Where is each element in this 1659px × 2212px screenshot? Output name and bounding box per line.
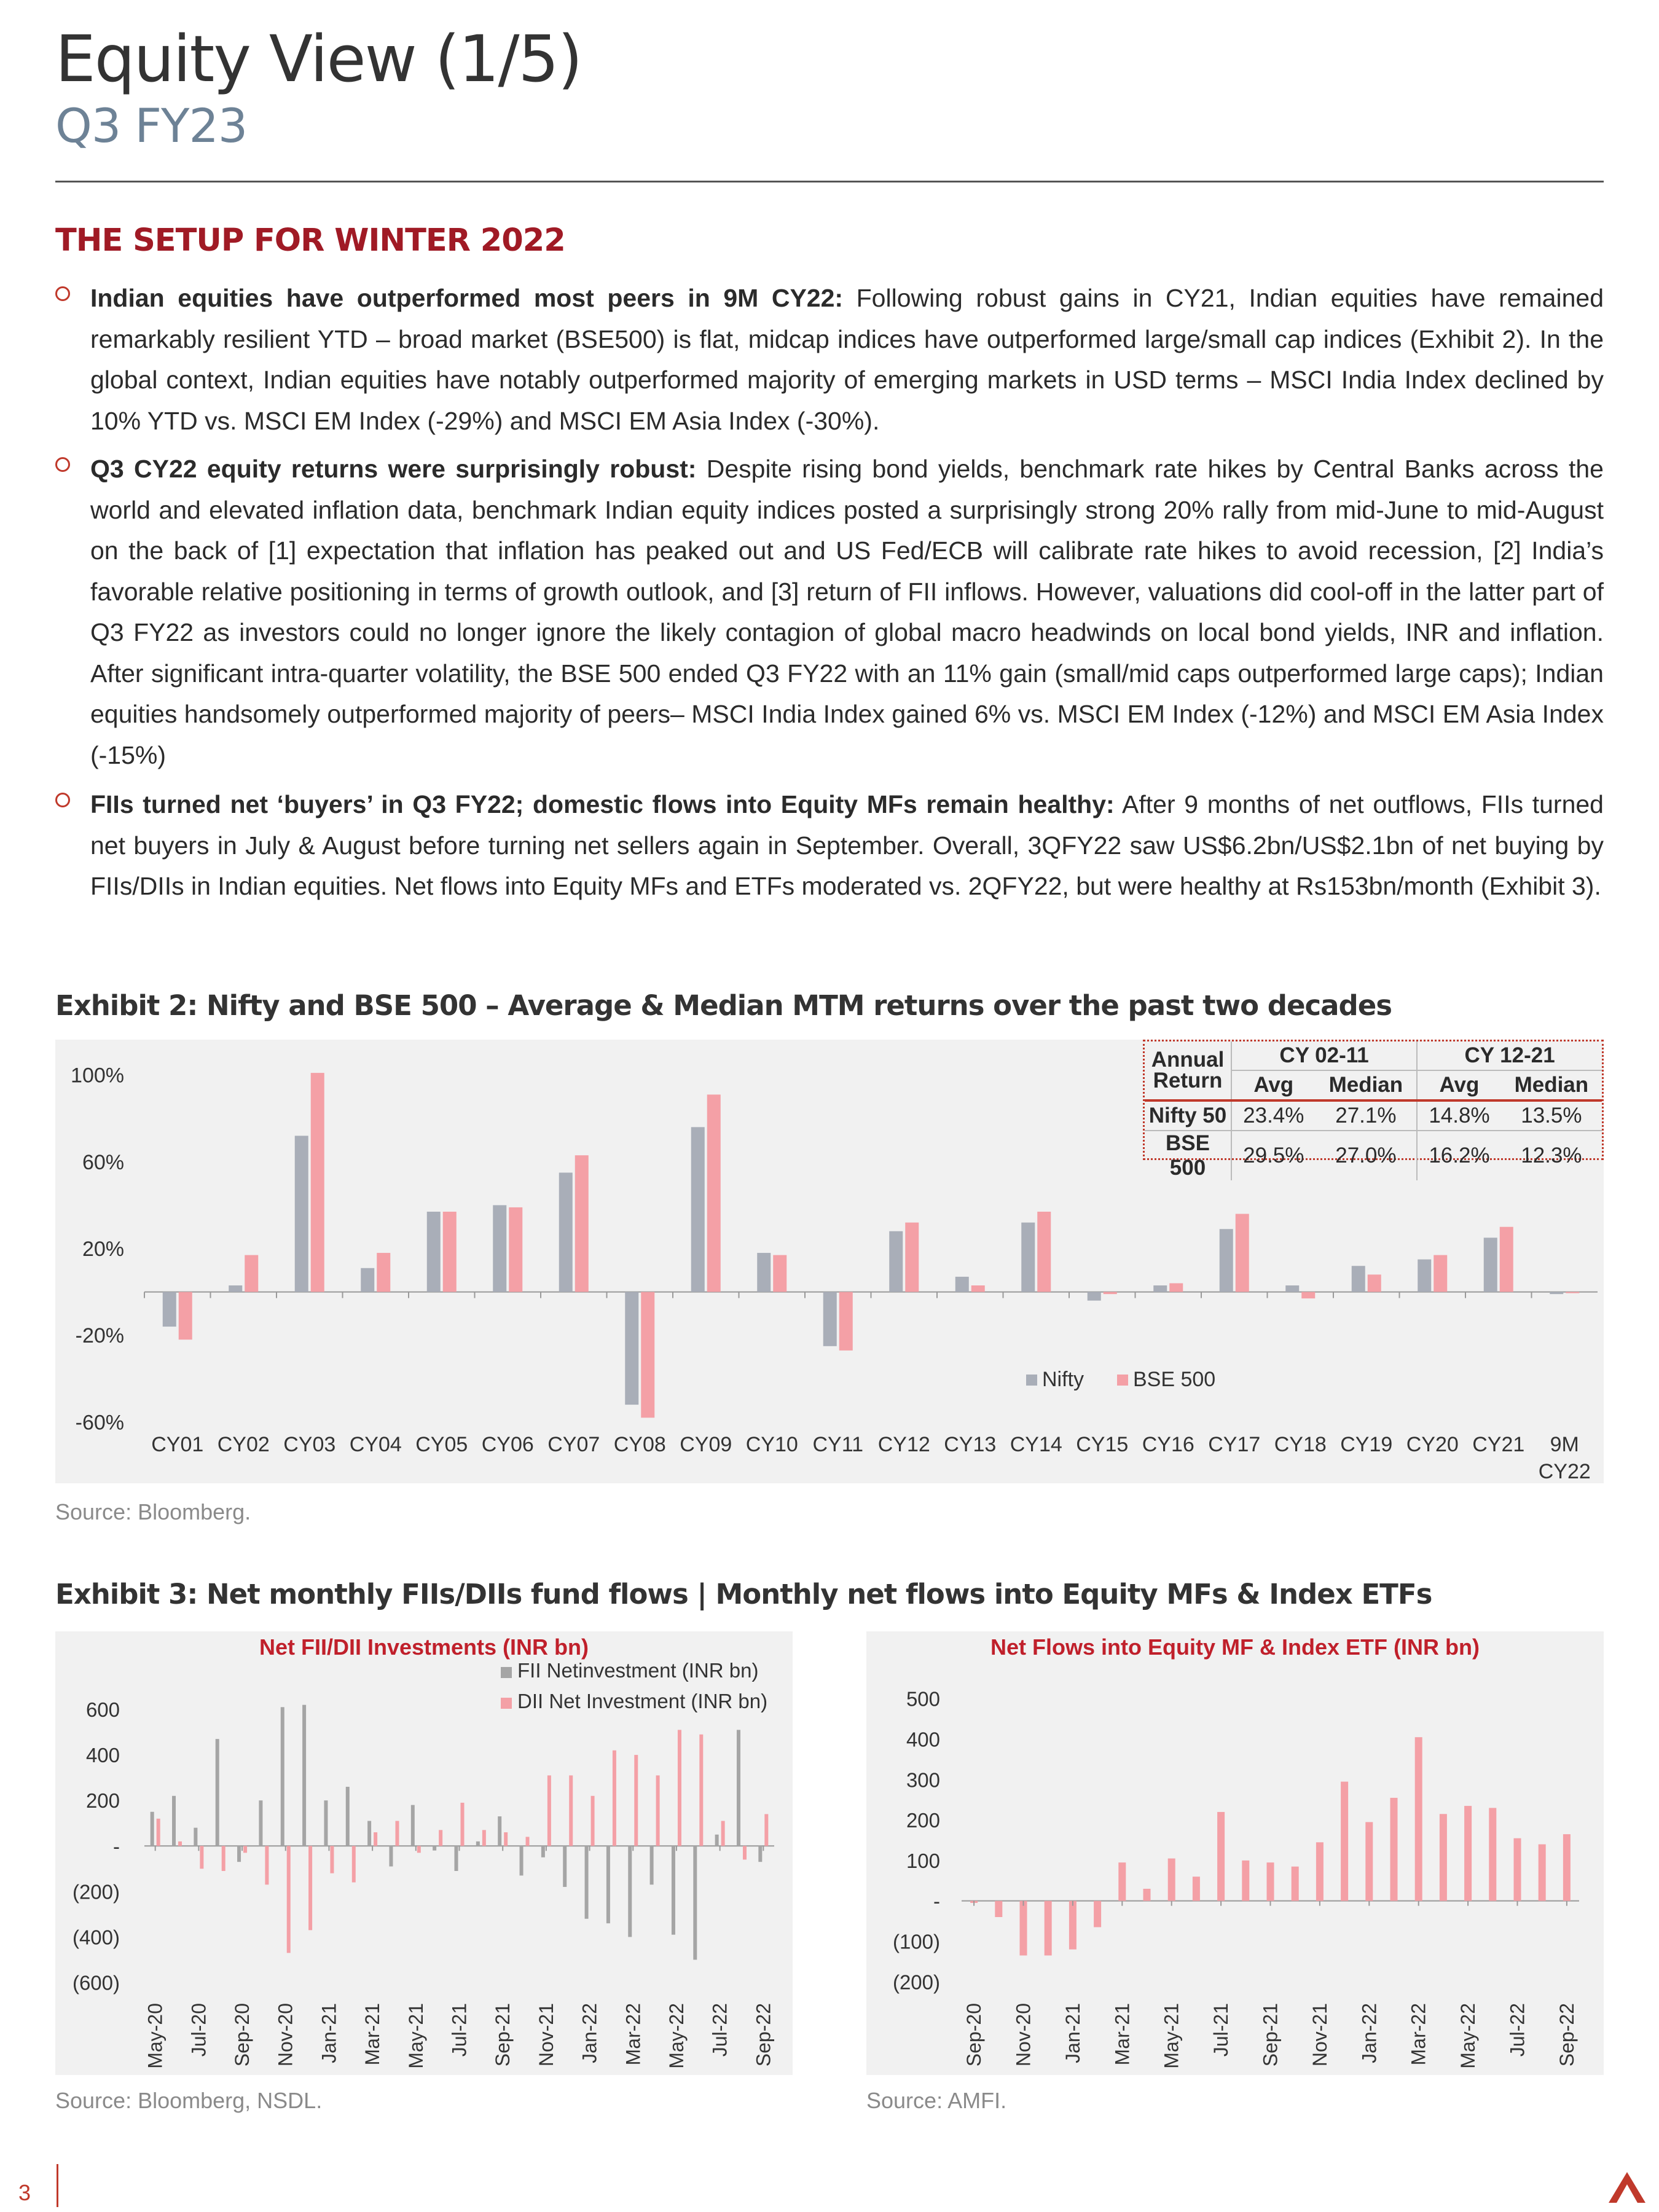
table-cell: 27.1%	[1316, 1100, 1418, 1131]
bar-nifty	[757, 1253, 771, 1292]
page-number-bar	[57, 2164, 58, 2207]
bullet-3	[55, 784, 1604, 907]
legend-label: BSE 500	[1133, 1368, 1216, 1391]
y-tick-label: (200)	[892, 1971, 940, 1994]
x-tick-label: Mar-21	[361, 2003, 384, 2066]
bar-bse-500	[245, 1255, 258, 1292]
bar-bse-500	[1037, 1212, 1051, 1292]
table-cell: 23.4%	[1243, 1104, 1304, 1128]
x-tick-label: Nov-20	[1012, 2003, 1035, 2067]
bar-dii	[308, 1846, 312, 1930]
bar-nifty	[1352, 1266, 1365, 1292]
bar-fii	[324, 1800, 327, 1846]
bar-dii	[243, 1846, 247, 1853]
bar-net-flow	[1440, 1814, 1447, 1900]
exhibit-3-source-right: Source: AMFI.	[866, 2088, 1007, 2113]
x-tick-label: CY04	[349, 1433, 402, 1456]
bar-fii	[259, 1800, 262, 1846]
bar-fii	[563, 1846, 567, 1887]
x-tick-label: May-22	[665, 2003, 688, 2069]
bar-dii	[439, 1830, 442, 1846]
bar-nifty	[361, 1268, 374, 1292]
page-subtitle: Q3 FY23	[55, 98, 248, 153]
table-subhead: Avg	[1253, 1073, 1294, 1097]
x-tick-label: CY16	[1142, 1433, 1194, 1456]
bar-dii	[330, 1846, 334, 1873]
bar-fii	[498, 1816, 501, 1846]
x-tick-label: May-21	[1160, 2003, 1183, 2069]
bar-bse-500	[1301, 1292, 1315, 1299]
bar-dii	[569, 1775, 573, 1846]
table-corner-line-1: Annual	[1151, 1048, 1225, 1072]
bar-dii	[764, 1814, 768, 1846]
y-tick-label: (200)	[72, 1880, 120, 1904]
x-tick-label: Jul-22	[708, 2003, 731, 2057]
bar-dii	[352, 1846, 356, 1882]
x-tick-label: CY03	[283, 1433, 336, 1456]
bar-bse-500	[707, 1094, 721, 1292]
bar-net-flow	[1118, 1862, 1126, 1901]
table-subhead: Median	[1514, 1073, 1589, 1097]
y-tick-label: 100	[906, 1849, 940, 1872]
bar-fii	[476, 1841, 480, 1846]
bar-fii	[302, 1705, 306, 1846]
x-tick-label: CY22	[1538, 1460, 1591, 1483]
bar-dii	[222, 1846, 226, 1871]
legend-label: Nifty	[1042, 1368, 1084, 1391]
y-tick-label: (600)	[72, 1971, 120, 1994]
bar-fii	[389, 1846, 393, 1866]
bar-bse-500	[179, 1292, 192, 1340]
returns-table	[1143, 1040, 1604, 1180]
bar-fii	[520, 1846, 524, 1875]
bar-fii	[455, 1846, 458, 1871]
bullet-3-lead: FIIs turned net ‘buyers’ in Q3 FY22; domestic flows into Equity MFs remain healthy:	[90, 790, 1115, 818]
legend-label: FII Netinvestment (INR bn)	[517, 1659, 759, 1682]
bar-nifty	[229, 1285, 242, 1292]
chart-title: Net Flows into Equity MF & Index ETF (INR bn)	[990, 1634, 1480, 1660]
table-subhead: Median	[1316, 1070, 1418, 1100]
bar-net-flow	[1193, 1877, 1200, 1900]
table-row	[1145, 1131, 1602, 1180]
x-tick-label: Mar-22	[622, 2003, 645, 2066]
bar-fii	[172, 1796, 176, 1846]
x-tick-label: Jan-21	[1061, 2003, 1084, 2063]
table-corner	[1145, 1041, 1231, 1100]
x-tick-label: 9M	[1550, 1433, 1579, 1456]
legend-swatch	[501, 1667, 512, 1678]
bar-bse-500	[1433, 1255, 1447, 1292]
table-row-label: BSE 500	[1145, 1131, 1231, 1180]
bar-dii	[613, 1751, 616, 1846]
x-tick-label: CY20	[1406, 1433, 1459, 1456]
bar-net-flow	[1514, 1838, 1521, 1901]
y-tick-label: 200	[906, 1809, 940, 1832]
x-tick-label: CY17	[1208, 1433, 1261, 1456]
fii-dii-panel	[55, 1631, 793, 2075]
table-subhead: Avg	[1439, 1073, 1480, 1097]
bar-net-flow	[1217, 1812, 1225, 1901]
bar-dii	[634, 1755, 638, 1846]
bar-net-flow	[1292, 1867, 1299, 1901]
bar-dii	[526, 1837, 530, 1846]
table-cell: 27.0%	[1316, 1131, 1418, 1180]
x-tick-label: CY01	[151, 1433, 204, 1456]
y-tick-label: -	[933, 1889, 940, 1913]
bar-bse-500	[1169, 1283, 1183, 1292]
bar-dii	[287, 1846, 291, 1953]
exhibit-2-title: Exhibit 2: Nifty and BSE 500 – Average & Median MTM returns over the past two decades	[55, 989, 1392, 1022]
bar-net-flow	[1316, 1842, 1324, 1900]
page-title: Equity View (1/5)	[55, 22, 582, 96]
table-row	[1145, 1100, 1602, 1131]
x-tick-label: CY02	[217, 1433, 270, 1456]
bar-fii	[628, 1846, 632, 1937]
mf-flows-chart	[866, 1631, 1604, 2075]
bar-nifty	[1088, 1292, 1101, 1301]
bar-net-flow	[1094, 1901, 1101, 1928]
bar-nifty	[295, 1135, 308, 1292]
bar-net-flow	[1267, 1862, 1274, 1901]
bar-dii	[482, 1830, 486, 1846]
bar-dii	[157, 1819, 160, 1846]
y-tick-label: -20%	[75, 1324, 124, 1348]
bullet-2-body: Despite rising bond yields, benchmark rate hikes by Central Banks across the world and elevated inflation data, benchmark Indian equity indices posted a surprisingly strong 20% rally from mid-June to mid-August on the back of [1] expectation that inflation has peaked out and US Fed/ECB will calibrate rate hikes to avoid recession, [2] India’s favorable relative positioning in terms of growth outlook, and [3] return of FII inflows. However, valuations did cool-off in the latter part of Q3 FY22 as investors could no longer ignore the likely contagion of global macro headwinds on local bond yields, INR and inflation. After significant intra-quarter volatility, the BSE 500 ended Q3 FY22 with an 11% gain (small/mid caps outperformed large caps); Indian equities handsomely outperformed majority of peers– MSCI India Index gained 6% vs. MSCI EM Index (-12%) and MSCI EM Asia Index (-15%)	[90, 455, 1604, 769]
bar-net-flow	[1341, 1782, 1348, 1901]
bullet-2	[55, 449, 1604, 775]
y-tick-label: 600	[85, 1698, 120, 1722]
bar-dii	[395, 1821, 399, 1846]
bullet-circle-icon	[55, 286, 70, 301]
y-tick-label: 400	[85, 1744, 120, 1767]
bar-net-flow	[1045, 1901, 1052, 1956]
table-group-2: CY 12-21	[1417, 1041, 1602, 1070]
table-cell: 12.3%	[1521, 1143, 1582, 1167]
bullet-1-body: Following robust gains in CY21, Indian equities have remained remarkably resilient YTD – broad market (BSE500) is flat, midcap indices have outperformed large/small cap indices (Exhibit 2). In the global context, Indian equities have notably outperformed majority of emerging markets in USD terms – MSCI India Index declined by 10% YTD vs. MSCI EM Index (-29%) and MSCI EM Asia Index (-30%).	[90, 284, 1604, 435]
bar-bse-500	[839, 1292, 853, 1351]
x-tick-label: CY09	[680, 1433, 732, 1456]
bar-net-flow	[1365, 1822, 1373, 1900]
bar-bse-500	[311, 1073, 324, 1292]
bar-fii	[194, 1828, 197, 1846]
table-cell: 29.5%	[1243, 1143, 1304, 1167]
y-tick-label: 200	[85, 1789, 120, 1813]
x-tick-label: Mar-22	[1407, 2003, 1430, 2066]
x-tick-label: CY11	[812, 1433, 864, 1456]
x-tick-label: Sep-20	[231, 2003, 254, 2067]
table-cell: 14.8%	[1429, 1104, 1490, 1128]
bar-bse-500	[1500, 1227, 1513, 1292]
legend-swatch	[501, 1698, 512, 1709]
bar-fii	[715, 1835, 719, 1846]
x-tick-label: Sep-20	[963, 2003, 986, 2067]
bar-nifty	[493, 1205, 506, 1292]
bar-fii	[151, 1812, 154, 1846]
x-tick-label: Nov-21	[1308, 2003, 1331, 2067]
chart-title: Net FII/DII Investments (INR bn)	[259, 1634, 589, 1660]
bar-net-flow	[1143, 1889, 1151, 1901]
y-tick-label: (100)	[892, 1930, 940, 1953]
x-tick-label: Sep-22	[1555, 2003, 1578, 2067]
bar-fii	[411, 1805, 415, 1846]
bar-dii	[178, 1841, 182, 1846]
bar-net-flow	[1069, 1901, 1077, 1950]
header-divider	[55, 181, 1604, 182]
bar-net-flow	[1415, 1737, 1422, 1900]
bar-fii	[606, 1846, 610, 1923]
bar-fii	[650, 1846, 654, 1885]
x-tick-label: CY14	[1010, 1433, 1062, 1456]
x-tick-label: May-21	[404, 2003, 427, 2069]
x-tick-label: CY07	[547, 1433, 600, 1456]
y-tick-label: 60%	[82, 1150, 124, 1174]
bar-bse-500	[509, 1207, 522, 1292]
x-tick-label: Jul-21	[448, 2003, 471, 2057]
bar-dii	[200, 1846, 203, 1869]
fii-dii-chart	[55, 1631, 793, 2075]
y-tick-label: 300	[906, 1768, 940, 1792]
bar-bse-500	[1236, 1214, 1249, 1292]
bar-net-flow	[1242, 1861, 1249, 1901]
bullet-circle-icon	[55, 457, 70, 472]
y-tick-label: 100%	[71, 1064, 124, 1088]
bar-net-flow	[1489, 1808, 1496, 1900]
bar-nifty	[1153, 1285, 1167, 1292]
bar-fii	[346, 1787, 350, 1846]
bar-dii	[504, 1832, 508, 1846]
x-tick-label: CY08	[613, 1433, 666, 1456]
bar-nifty	[1285, 1285, 1299, 1292]
x-tick-label: Nov-21	[535, 2003, 557, 2067]
x-tick-label: CY06	[481, 1433, 534, 1456]
bullet-2-lead: Q3 CY22 equity returns were surprisingly robust:	[90, 455, 697, 483]
x-tick-label: CY13	[944, 1433, 997, 1456]
x-tick-label: Jan-21	[318, 2003, 340, 2063]
bar-nifty	[823, 1292, 837, 1346]
x-tick-label: May-20	[144, 2003, 167, 2069]
bar-nifty	[1418, 1260, 1431, 1292]
bar-fii	[541, 1846, 545, 1857]
bar-nifty	[559, 1172, 573, 1292]
x-tick-label: CY15	[1076, 1433, 1129, 1456]
bar-bse-500	[641, 1292, 654, 1418]
bar-fii	[693, 1846, 697, 1959]
bar-nifty	[1021, 1223, 1035, 1292]
bar-bse-500	[1368, 1274, 1381, 1292]
bar-fii	[237, 1846, 241, 1862]
x-tick-label: Jan-22	[1358, 2003, 1381, 2063]
x-tick-label: Mar-21	[1111, 2003, 1134, 2066]
bar-bse-500	[443, 1212, 457, 1292]
x-tick-label: Sep-21	[492, 2003, 514, 2067]
exhibit-3-title: Exhibit 3: Net monthly FIIs/DIIs fund flows | Monthly net flows into Equity MFs & Index ETFs	[55, 1578, 1432, 1610]
bullet-3-body: After 9 months of net outflows, FIIs turned net buyers in July & August before turning net sellers again in September. Overall, 3QFY22 saw US$6.2bn/US$2.1bn of net buying by FIIs/DIIs in Indian equities. Net flows into Equity MFs and ETFs moderated vs. 2QFY22, but were healthy at Rs153bn/month (Exhibit 3).	[90, 790, 1604, 900]
bar-net-flow	[1563, 1834, 1571, 1901]
bullet-1-lead: Indian equities have outperformed most peers in 9M CY22:	[90, 284, 844, 312]
bar-nifty	[1550, 1292, 1563, 1295]
table-group-1: CY 02-11	[1231, 1041, 1417, 1070]
x-tick-label: CY10	[745, 1433, 798, 1456]
x-tick-label: Jan-22	[578, 2003, 601, 2063]
exhibit-2-source: Source: Bloomberg.	[55, 1499, 251, 1524]
x-tick-label: CY21	[1472, 1433, 1525, 1456]
x-tick-label: Sep-21	[1259, 2003, 1282, 2067]
table-row-label: Nifty 50	[1145, 1100, 1231, 1131]
x-tick-label: Jul-20	[187, 2003, 210, 2057]
x-tick-label: Nov-20	[274, 2003, 297, 2067]
y-tick-label: 20%	[82, 1237, 124, 1261]
y-tick-label: -60%	[75, 1411, 124, 1435]
y-tick-label: 400	[906, 1728, 940, 1751]
bar-bse-500	[377, 1253, 390, 1292]
y-tick-label: 500	[906, 1687, 940, 1711]
bar-nifty	[691, 1127, 705, 1292]
bar-fii	[433, 1846, 436, 1850]
x-tick-label: CY12	[877, 1433, 930, 1456]
legend-swatch	[1026, 1375, 1037, 1386]
bar-dii	[265, 1846, 269, 1885]
bar-net-flow	[1390, 1798, 1398, 1901]
bar-fii	[672, 1846, 675, 1934]
bar-dii	[678, 1730, 681, 1846]
legend-label: DII Net Investment (INR bn)	[517, 1690, 768, 1712]
bar-dii	[699, 1735, 703, 1846]
x-tick-label: Sep-22	[752, 2003, 775, 2067]
bar-nifty	[427, 1212, 441, 1292]
y-tick-label: -	[113, 1835, 120, 1858]
bar-fii	[737, 1730, 740, 1846]
bar-bse-500	[905, 1223, 919, 1292]
bar-dii	[461, 1803, 465, 1846]
bar-bse-500	[773, 1255, 786, 1292]
bar-dii	[721, 1821, 725, 1846]
bullet-1	[55, 278, 1604, 441]
bar-net-flow	[995, 1901, 1002, 1917]
bar-nifty	[955, 1277, 969, 1292]
table-cell: 16.2%	[1429, 1143, 1490, 1167]
y-tick-label: (400)	[72, 1926, 120, 1949]
x-tick-label: Jul-22	[1506, 2003, 1529, 2057]
mf-flows-panel	[866, 1631, 1604, 2075]
bar-fii	[367, 1821, 371, 1846]
exhibit-3-source-left: Source: Bloomberg, NSDL.	[55, 2088, 323, 2113]
bar-net-flow	[1020, 1901, 1027, 1956]
bar-bse-500	[971, 1285, 985, 1292]
bar-bse-500	[1566, 1292, 1579, 1293]
bullet-circle-icon	[55, 793, 70, 807]
legend-swatch	[1117, 1375, 1128, 1386]
section-heading: THE SETUP FOR WINTER 2022	[55, 222, 565, 259]
bar-net-flow	[1168, 1859, 1175, 1901]
table-cell: 13.5%	[1521, 1104, 1582, 1128]
bar-dii	[591, 1796, 595, 1846]
bar-nifty	[163, 1292, 176, 1327]
page-number: 3	[18, 2180, 31, 2205]
bar-nifty	[1220, 1229, 1233, 1292]
x-tick-label: May-22	[1457, 2003, 1480, 2069]
bar-dii	[374, 1832, 377, 1846]
bar-fii	[758, 1846, 762, 1862]
bar-net-flow	[1464, 1806, 1472, 1901]
bar-fii	[585, 1846, 589, 1919]
bar-dii	[656, 1775, 660, 1846]
bar-bse-500	[1104, 1292, 1117, 1295]
bar-dii	[743, 1846, 747, 1859]
bar-fii	[216, 1739, 219, 1846]
bar-nifty	[1484, 1237, 1497, 1292]
bar-dii	[547, 1775, 551, 1846]
brand-logo-icon	[1609, 2172, 1645, 2203]
bar-nifty	[625, 1292, 638, 1405]
bar-fii	[281, 1707, 284, 1846]
bar-bse-500	[575, 1155, 589, 1292]
x-tick-label: CY19	[1340, 1433, 1393, 1456]
bar-dii	[417, 1846, 421, 1853]
x-tick-label: CY05	[415, 1433, 468, 1456]
x-tick-label: Jul-21	[1210, 2003, 1233, 2057]
table-corner-line-2: Return	[1153, 1069, 1223, 1092]
bar-net-flow	[1539, 1845, 1546, 1901]
bar-nifty	[889, 1231, 903, 1292]
x-tick-label: CY18	[1274, 1433, 1327, 1456]
